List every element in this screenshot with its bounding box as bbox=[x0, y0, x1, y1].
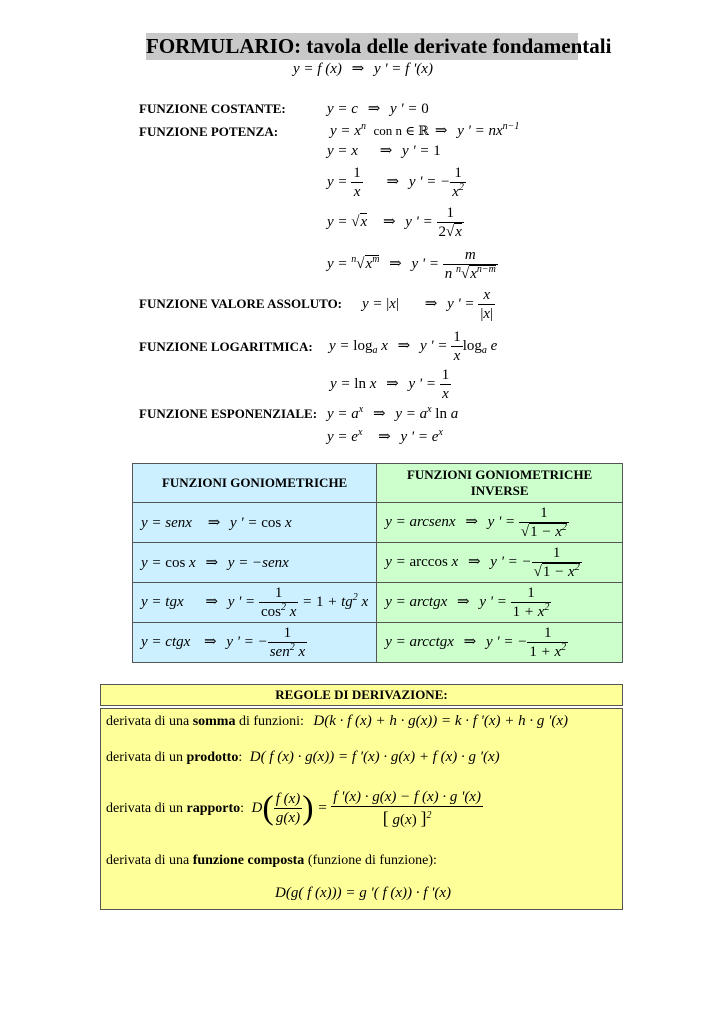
formula-tangente: y = tgx ⇒ y ' = $\frac{1}{\cos^2 x}$ = $1 + tg^2$ x bbox=[133, 583, 377, 623]
general-formula: y = f (x) ⇒ y ' = f '(x) bbox=[293, 61, 433, 77]
goniometric-table bbox=[132, 463, 623, 663]
rules-header: REGOLE DI DERIVAZIONE: bbox=[100, 684, 623, 706]
formula-esponenziale: $y = a^x$ ⇒ $y = a^x$ ln a bbox=[327, 404, 459, 422]
formula-arcoseno: y = arcsenx ⇒ y ' = $\frac{1}{√1 - x^2}$ bbox=[377, 503, 623, 543]
formula-arcocotangente: y = arcctgx ⇒ y ' = − $\frac{1}{1 + x^2}$ bbox=[377, 623, 623, 663]
formula-coseno: y = cos x ⇒ y = −senx bbox=[133, 543, 377, 583]
formula-arcotangente: y = arctgx ⇒ y ' = $\frac{1}{1 + x^2}$ bbox=[377, 583, 623, 623]
rule-rapporto: derivata di un rapporto: D( $\frac{f (x)}{g(x)}$ ) = $\frac{f '(x) \cdot g(x) - f (x) \cdot g '(x)}{[ g(x) ]^2}$ bbox=[106, 789, 481, 828]
formula-cotangente: y = ctgx ⇒ y ' = − $\frac{1}{sen^2 x}$ bbox=[133, 623, 377, 663]
formula-costante: y = c ⇒ y ' = 0 bbox=[327, 101, 429, 117]
formula-reciproco: y = $\frac{1}{x}$ ⇒ y ' = − $\frac{1}{x^2}$ bbox=[327, 165, 464, 200]
rule-somma: derivata di una somma di funzioni: D(k · f (x) + h · g(x)) = k · f '(x) + h · g '(x) bbox=[106, 713, 569, 729]
formula-composta: D(g( f (x))) = g '( f (x)) · f '(x) bbox=[275, 885, 452, 901]
formula-radice-n: $y = ^n√x^m$ ⇒ y ' = $\frac{m}{n ^n√x^{n-m}}$ bbox=[327, 247, 496, 282]
label-logaritmica: FUNZIONE LOGARITMICA: bbox=[139, 339, 313, 354]
formula-logaritmo-naturale: y = ln x ⇒ y ' = $\frac{1}{x}$ bbox=[330, 367, 450, 402]
formula-seno: y = senx ⇒ y ' = cos x bbox=[133, 503, 377, 543]
formula-logaritmo: $y = \log_a x$ ⇒ y ' = $\frac{1}{x}$ $\log_a e$ bbox=[329, 329, 498, 364]
page-title: FORMULARIO: tavola delle derivate fondamentali bbox=[146, 34, 612, 58]
rule-prodotto: derivata di un prodotto: D( f (x) · g(x)) = f '(x) · g(x) + f (x) · g '(x) bbox=[106, 749, 500, 765]
label-potenza: FUNZIONE POTENZA: bbox=[139, 124, 279, 139]
con-n-text: con n bbox=[373, 123, 402, 138]
header-goniometriche-inverse: FUNZIONI GONIOMETRICHE INVERSE bbox=[377, 464, 623, 503]
label-esponenziale: FUNZIONE ESPONENZIALE: bbox=[139, 406, 318, 421]
formula-arcocoseno: y = arccos x ⇒ y ' = − $\frac{1}{√1 - x^2}$ bbox=[377, 543, 623, 583]
rule-composta: derivata di una funzione composta (funzione di funzione): bbox=[106, 853, 437, 868]
label-valore-assoluto: FUNZIONE VALORE ASSOLUTO: bbox=[139, 296, 343, 311]
formula-valore-assoluto: y = |x| ⇒ y ' = $\frac{x}{|x|}$ bbox=[362, 287, 494, 322]
formula-identita: y = x ⇒ y ' = 1 bbox=[327, 143, 441, 159]
header-goniometriche: FUNZIONI GONIOMETRICHE bbox=[133, 464, 377, 503]
formula-potenza: $y = x^n$ con n ∈ ℝ ⇒ y ' = $nx^{n-1}$ bbox=[330, 121, 520, 139]
label-costante: FUNZIONE COSTANTE: bbox=[139, 101, 286, 116]
formula-esponenziale-e: $y = e^x$ ⇒ y ' = $e^x$ bbox=[327, 427, 443, 445]
formula-radice: y = √x ⇒ y ' = $\frac{1}{2√x}$ bbox=[327, 205, 462, 240]
